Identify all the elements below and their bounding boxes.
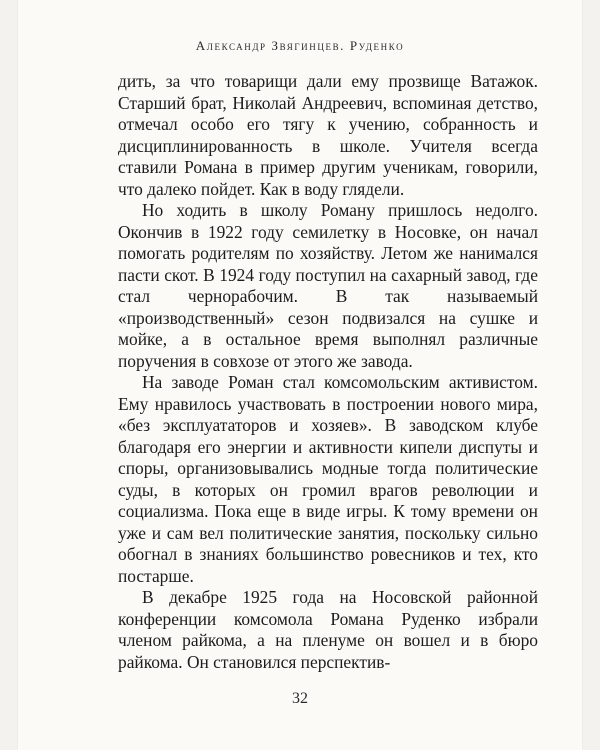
paragraph: В декабре 1925 года на Носовской районной конференции комсомола Романа Руденко избрали членом райкома, а на пленуме он вошел и в бюро райкома. Он становился перспектив- [118, 587, 538, 672]
book-page [18, 0, 582, 750]
running-header: Александр Звягинцев. Руденко [195, 38, 405, 53]
paragraph: дить, за что товарищи дали ему прозвище Ватажок. Старший брат, Николай Андреевич, вспоминая детство, отмечал особо его тягу к учению, собранность и дисциплинированность в школе. Учителя всегда ставили Романа в пример другим ученикам, говорили, что далеко пойдет. Как в воду глядели. [118, 71, 538, 199]
paragraph: На заводе Роман стал комсомольским активистом. Ему нравилось участвовать в построении нового мира, «без эксплуататоров и хозяев». В заводском клубе благодаря его энергии и активности кипели диспуты и споры, организовывались модные тогда политические суды, в которых он громил врагов революции и социализма. Пока еще в виде игры. К тому времени он уже и сам вел политические занятия, поскольку сильно обогнал в знаниях большинство ровесников и тех, кто постарше. [118, 372, 538, 586]
page-number: 32 [292, 690, 308, 707]
body-text [118, 71, 538, 673]
paragraph: Но ходить в школу Роману пришлось недолго. Окончив в 1922 году семилетку в Носовке, он начал помогать родителям по хозяйству. Летом же нанимался пасти скот. В 1924 году поступил на сахарный завод, где стал чернорабочим. В так называемый «производственный» сезон подвизался на сушке и мойке, а в остальное время выполнял различные поручения в совхозе от этого же завода. [118, 200, 538, 371]
